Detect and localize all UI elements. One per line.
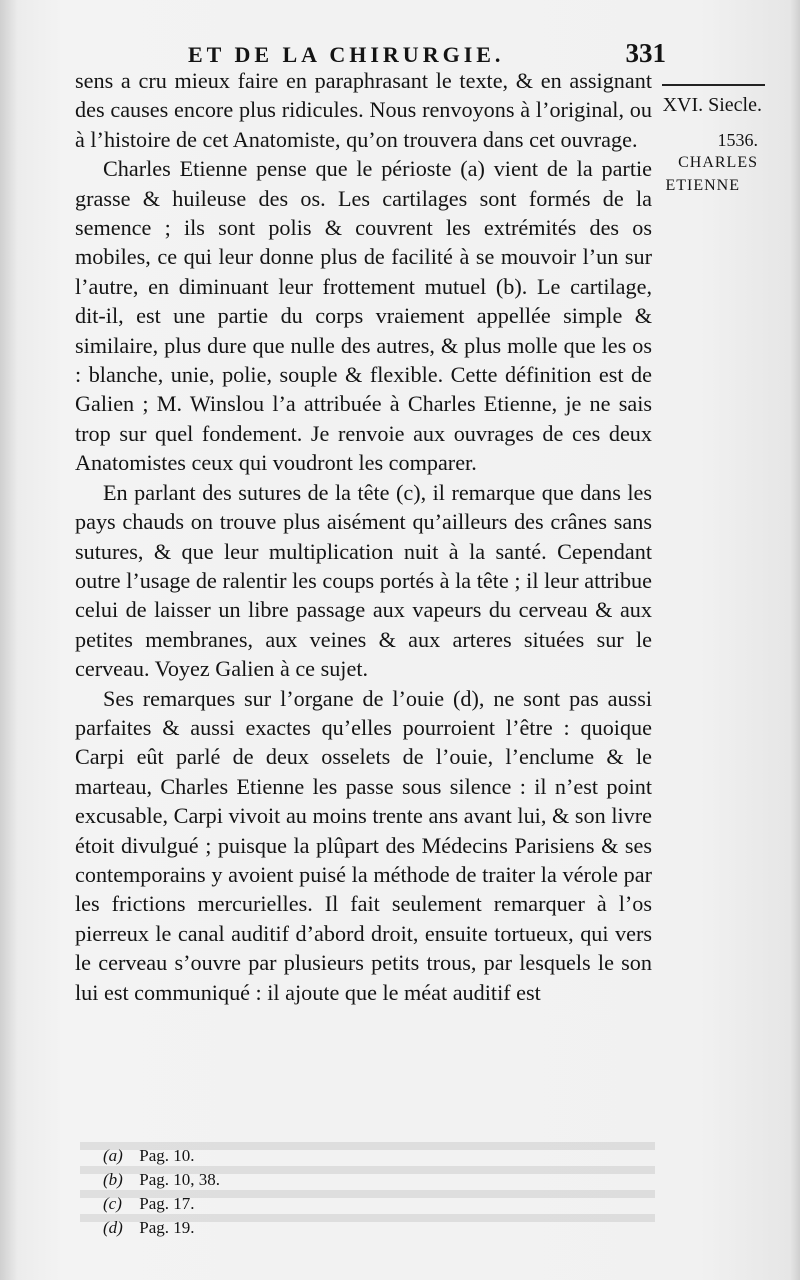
- footnote-item: [103, 1144, 220, 1168]
- footnote-mark: (d): [103, 1218, 123, 1237]
- footnote-text: Pag. 19.: [139, 1218, 195, 1237]
- paragraph: Charles Etienne pense que le périoste (a) vient de la partie grasse & huileuse des os. Les cartilages sont formés de la semence ; ils sont polis & couvrent les extrémités des os mobiles, ce qui leur donne plus de facilité à se mouvoir l’un sur l’autre, en diminuant leur frottement mutuel (b). Le cartilage, dit-il, est une partie du corps vraiement appellée simple & similaire, plus dure que nulle des autres, & plus molle que les os : blanche, unie, polie, souple & flexible. Cette définition est de Galien ; M. Winslou l’a attribuée à Charles Etienne, je ne sais trop sur quel fondement. Je renvoie aux ouvrages de ces deux Anatomistes ceux qui voudront les comparer.: [75, 156, 652, 476]
- footnote-text: Pag. 10, 38.: [139, 1170, 220, 1189]
- paragraph: sens a cru mieux faire en paraphrasant le texte, & en assignant des causes encore plus ridicules. Nous renvoyons à l’original, ou à l’histoire de cet Anatomiste, qu’on trouvera dans cet ouvrage.: [75, 68, 652, 152]
- running-title: ET DE LA CHIRURGIE.: [188, 42, 505, 67]
- body-text: [75, 66, 652, 1007]
- marginal-name-first: CHARLES: [678, 154, 758, 171]
- paragraph: Ses remarques sur l’organe de l’ouie (d), ne sont pas aussi parfaites & aussi exactes qu’elles pourroient l’être : quoique Carpi eût parlé de deux osselets de l’ouie, l’enclume & le marteau, Charles Etienne les passe sous silence : il n’est point excusable, Carpi vivoit au moins trente ans avant lui, & son livre étoit divulgué ; puisque la plûpart des Médecins Parisiens & ses contemporains y avoient puisé la méthode de traiter la vérole par les frictions mercurielles. Il fait seulement remarquer à l’os pierreux le canal auditif d’abord droit, ensuite tortueux, qui vers le cerveau s’ouvre par plusieurs petits trous, par lesquels le son lui est communiqué : il ajoute que le méat auditif est: [75, 685, 652, 1005]
- footnote-text: Pag. 17.: [139, 1194, 195, 1213]
- footnote-mark: (a): [103, 1146, 123, 1165]
- footnote-mark: (b): [103, 1170, 123, 1189]
- marginal-name-last: ETIENNE: [665, 177, 740, 194]
- paragraph: En parlant des sutures de la tête (c), il remarque que dans les pays chauds on trouve plus aisément qu’ailleurs des crânes sans sutures, & que leur multiplication nuit à la santé. Cependant outre l’usage de ralentir les coups portés à la tête ; il leur attribue celui de laisser un libre passage aux vapeurs du cerveau & aux petites membranes, aux veines & aux arteres situées sur le cerveau. Voyez Galien à ce sujet.: [75, 479, 652, 682]
- footnote-mark: (c): [103, 1194, 122, 1213]
- page-number: 331: [625, 38, 666, 68]
- margin-rule: [662, 84, 765, 86]
- marginal-year: 1536.: [717, 130, 758, 150]
- footnotes: [103, 1144, 220, 1240]
- footnote-item: [103, 1216, 220, 1240]
- footnote-text: Pag. 10.: [139, 1146, 195, 1165]
- footnote-item: [103, 1168, 220, 1192]
- marginal-century: XVI. Siecle.: [662, 94, 762, 116]
- footnote-item: [103, 1192, 220, 1216]
